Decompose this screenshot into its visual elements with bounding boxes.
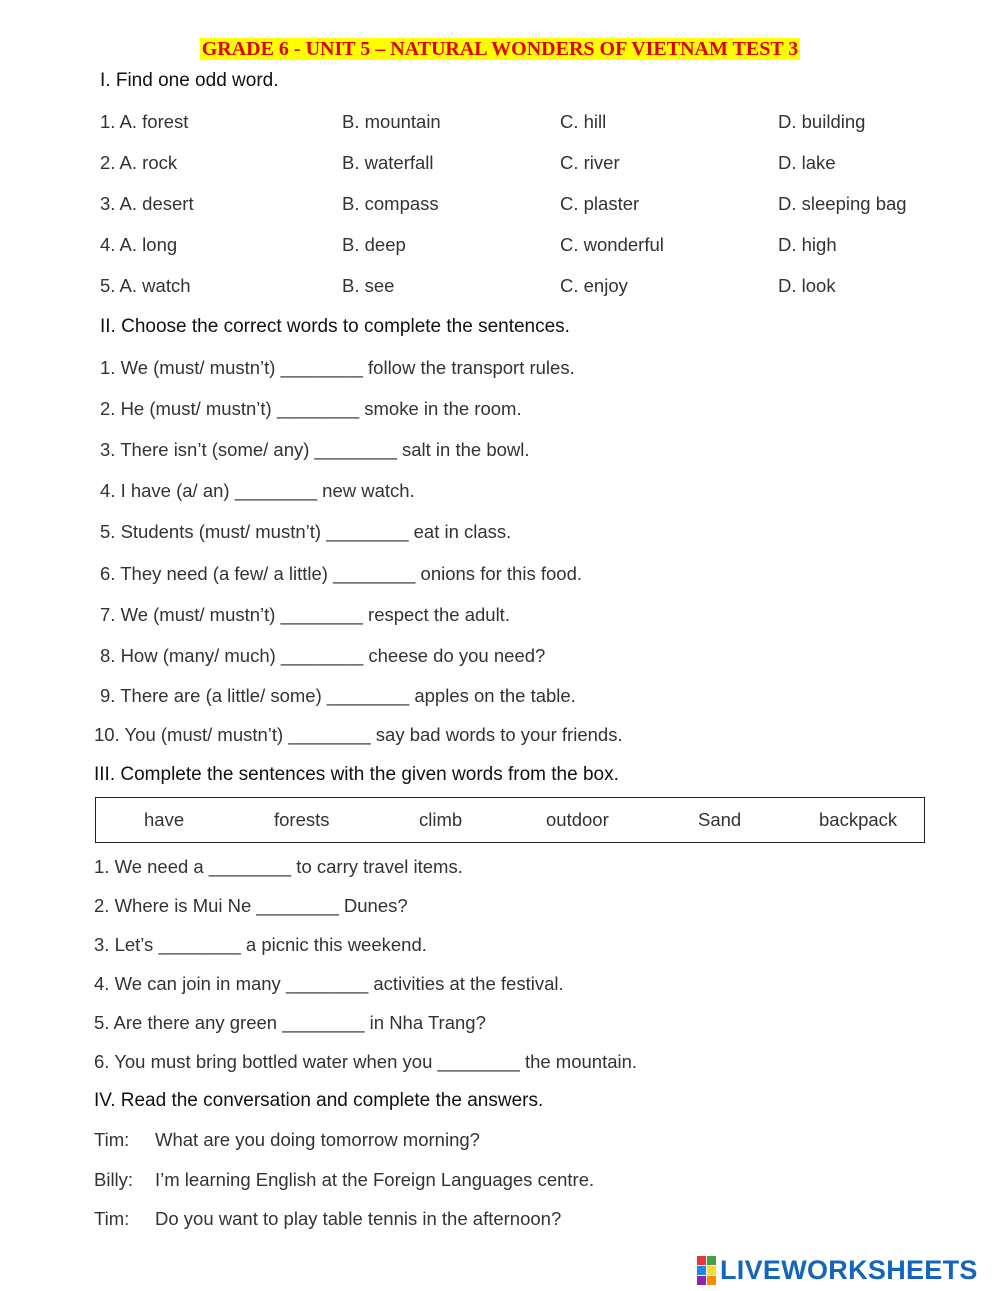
option-b: B. deep xyxy=(342,234,406,255)
word-box-item: backpack xyxy=(819,809,898,830)
option-d: D. sleeping bag xyxy=(778,193,907,214)
sentence-item: 6. They need (a few/ a little) ________ onions for this food. xyxy=(100,563,582,584)
word-box xyxy=(95,797,925,843)
sentence-item: 10. You (must/ mustn’t) ________ say bad words to your friends. xyxy=(94,724,623,745)
option-b: B. compass xyxy=(342,193,439,214)
word-box-item: outdoor xyxy=(546,809,609,830)
speaker-name: Tim: xyxy=(94,1129,130,1150)
sentence-item: 3. Let’s ________ a picnic this weekend. xyxy=(94,934,427,955)
speaker-name: Billy: xyxy=(94,1169,134,1190)
logo-block xyxy=(707,1256,716,1265)
option-b: B. waterfall xyxy=(342,152,434,173)
logo-block xyxy=(697,1256,706,1265)
logo-block xyxy=(697,1276,706,1285)
liveworksheets-logo xyxy=(697,1254,978,1286)
sentence-item: 4. We can join in many ________ activities at the festival. xyxy=(94,973,564,994)
sentence-item: 5. Students (must/ mustn’t) ________ eat in class. xyxy=(100,521,512,542)
sentence-item: 5. Are there any green ________ in Nha Trang? xyxy=(94,1012,486,1033)
dialogue-text: What are you doing tomorrow morning? xyxy=(155,1129,480,1150)
sentence-item: 2. Where is Mui Ne ________ Dunes? xyxy=(94,895,408,916)
sentence-item: 7. We (must/ mustn’t) ________ respect the adult. xyxy=(100,604,510,625)
word-box-item: climb xyxy=(419,809,463,830)
sentence-item: 9. There are (a little/ some) ________ apples on the table. xyxy=(100,685,576,706)
option-d: D. lake xyxy=(778,152,836,173)
logo-text: LIVEWORKSHEETS xyxy=(720,1254,978,1285)
option-d: D. high xyxy=(778,234,837,255)
word-box-item: forests xyxy=(274,809,330,830)
word-box-item: have xyxy=(144,809,185,830)
option-a: 1. A. forest xyxy=(100,111,189,132)
title-text: GRADE 6 - UNIT 5 – NATURAL WONDERS OF VIETNAM TEST 3 xyxy=(201,38,799,60)
section2-heading: II. Choose the correct words to complete the sentences. xyxy=(100,316,570,337)
option-a: 2. A. rock xyxy=(100,152,178,173)
option-d: D. look xyxy=(778,275,836,296)
sentence-item: 6. You must bring bottled water when you ________ the mountain. xyxy=(94,1051,638,1072)
logo-blocks-icon xyxy=(697,1256,716,1285)
section1-heading: I. Find one odd word. xyxy=(100,70,279,91)
sentence-item: 2. He (must/ mustn’t) ________ smoke in the room. xyxy=(100,398,522,419)
section3-heading: III. Complete the sentences with the given words from the box. xyxy=(94,764,619,785)
logo-block xyxy=(697,1266,706,1275)
option-a: 3. A. desert xyxy=(100,193,194,214)
dialogue-text: Do you want to play table tennis in the afternoon? xyxy=(155,1208,562,1229)
option-b: B. see xyxy=(342,275,395,296)
logo-block xyxy=(707,1276,716,1285)
sentence-item: 1. We need a ________ to carry travel items. xyxy=(94,856,463,877)
section4-heading: IV. Read the conversation and complete the answers. xyxy=(94,1090,544,1111)
dialogue-text: I’m learning English at the Foreign Languages centre. xyxy=(155,1169,595,1190)
option-b: B. mountain xyxy=(342,111,441,132)
option-c: C. hill xyxy=(560,111,607,132)
logo-block xyxy=(707,1266,716,1275)
option-c: C. plaster xyxy=(560,193,640,214)
sentence-item: 8. How (many/ much) ________ cheese do you need? xyxy=(100,645,546,666)
option-c: C. enjoy xyxy=(560,275,628,296)
sentence-item: 4. I have (a/ an) ________ new watch. xyxy=(100,480,415,501)
sentence-item: 1. We (must/ mustn’t) ________ follow the transport rules. xyxy=(100,357,575,378)
sentence-item: 3. There isn’t (some/ any) ________ salt in the bowl. xyxy=(100,439,530,460)
speaker-name: Tim: xyxy=(94,1208,130,1229)
option-a: 5. A. watch xyxy=(100,275,191,296)
worksheet-title xyxy=(0,38,1000,61)
word-box-item: Sand xyxy=(698,809,742,830)
option-c: C. river xyxy=(560,152,620,173)
option-c: C. wonderful xyxy=(560,234,664,255)
option-d: D. building xyxy=(778,111,866,132)
option-a: 4. A. long xyxy=(100,234,178,255)
